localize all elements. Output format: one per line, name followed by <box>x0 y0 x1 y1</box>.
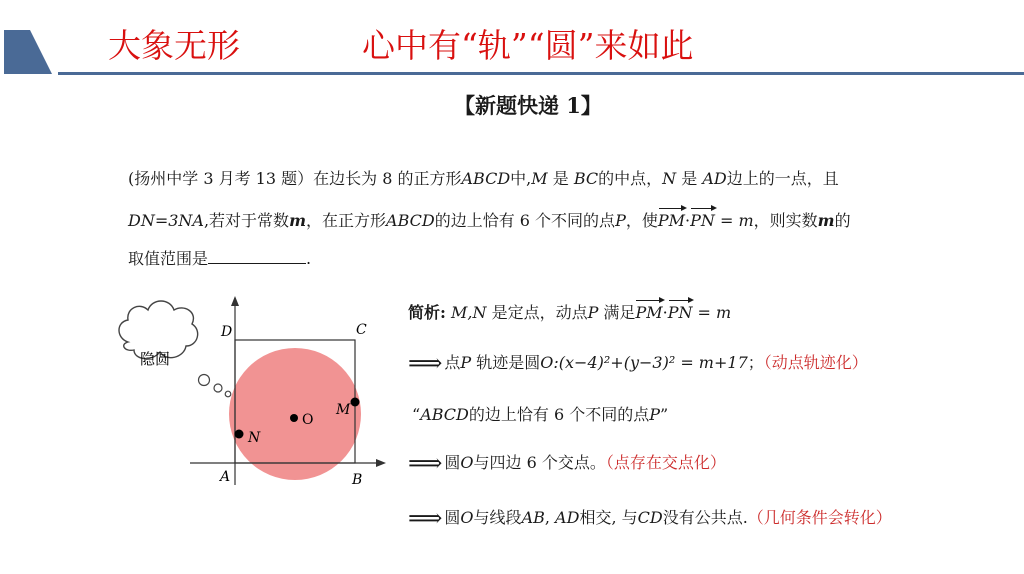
analysis-line-1: 简析: M,N 是定点，动点P 满足PM·PN = m <box>408 303 732 322</box>
vector-pn-2: PN <box>667 303 693 322</box>
header-triangle-decoration <box>4 30 52 74</box>
label-o: O <box>302 412 314 428</box>
analysis-line-4: ⟹ 圆O与四边 6 个交点。（点存在交点化） <box>408 449 726 477</box>
label-d: D <box>221 324 233 340</box>
label-b: B <box>352 472 363 488</box>
label-m: M <box>336 402 351 418</box>
thought-cloud <box>119 301 231 397</box>
vector-pm-2: PM <box>635 303 663 322</box>
slide-title-left: 大象无形 <box>108 26 240 65</box>
vector-pn: PN <box>690 211 715 230</box>
header-divider-line <box>58 72 1024 75</box>
geometry-figure <box>110 290 400 500</box>
label-c: C <box>356 322 367 338</box>
slide-title-right: 心中有“轨”“圆”来如此 <box>362 26 694 65</box>
implies-arrow-icon: ⟹ <box>408 449 443 477</box>
problem-line-3: 取值范围是 . <box>128 249 312 268</box>
analysis-line-2: ⟹ 点P 轨迹是圆O:(x−4)²+(y−3)² = m+17；（动点轨迹化） <box>408 349 868 377</box>
implies-arrow-icon: ⟹ <box>408 504 443 532</box>
note-trajectory: （动点轨迹化） <box>763 353 868 372</box>
point-n <box>235 430 244 439</box>
section-heading: 【新题快递 1】 <box>454 93 602 118</box>
point-o <box>290 414 298 422</box>
implies-arrow-icon: ⟹ <box>408 349 443 377</box>
note-intersection: （点存在交点化） <box>605 453 726 472</box>
x-axis-arrow <box>376 459 386 467</box>
answer-blank <box>208 249 306 264</box>
point-m <box>351 398 360 407</box>
problem-line-1: (扬州中学 3 月考 13 题）在边长为 8 的正方形ABCD中,M 是 BC的中点，N 是 AD边上的一点，且 <box>128 169 839 188</box>
label-a: A <box>220 469 231 485</box>
analysis-line-3: “ABCD的边上恰有 6 个不同的点P” <box>412 405 669 424</box>
y-axis-arrow <box>231 296 239 306</box>
cloud-label: 隐圆 <box>140 350 171 368</box>
problem-line-2: DN=3NA,若对于常数m，在正方形ABCD的边上恰有 6 个不同的点P，使PM·PN = m，则实数m的 <box>128 211 851 230</box>
analysis-line-5: ⟹ 圆O与线段AB, AD相交, 与CD没有公共点.（几何条件会转化） <box>408 504 892 532</box>
vector-pm: PM <box>657 211 685 230</box>
label-n: N <box>248 430 261 446</box>
note-geometry: （几何条件会转化） <box>747 508 892 527</box>
